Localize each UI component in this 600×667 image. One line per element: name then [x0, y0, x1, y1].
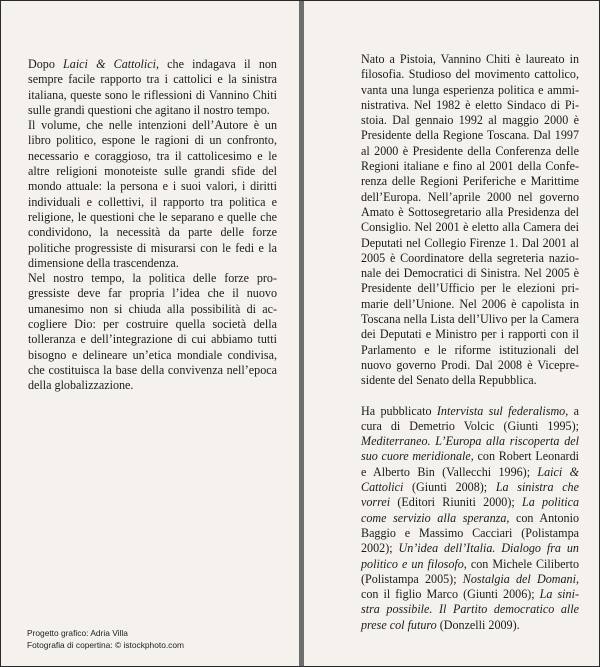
text-run: Dopo [28, 57, 64, 71]
text-run: (Editori Riuniti 2000); [390, 495, 522, 510]
text-run: , con Antonio Baggio e Massimo Cacciari (Polistampa 2002); [361, 510, 579, 556]
italic-title: Laici & Cattolici [63, 57, 156, 71]
italic-title: La sinistra che vorrei [361, 480, 579, 510]
text-run: , con Robert Leonardi e Alberto Bin (Vallecchi 1996); [361, 449, 579, 479]
synopsis-paragraph [28, 271, 277, 393]
design-credit: Progetto grafico: Adria Villa [27, 628, 128, 638]
italic-title: Un’idea dell’Italia. Dialogo fra un politico e un filosofo [361, 541, 579, 571]
author-column [361, 52, 579, 633]
italic-title: Laici & Cattolici [361, 464, 579, 495]
synopsis-paragraph [28, 118, 277, 271]
text-run: (Giunti 2008); [403, 480, 496, 495]
text-run: , con Michele Ciliberto (Polistampa 2005); [361, 556, 579, 586]
italic-title: La politica come servizio alla speranza [361, 495, 579, 525]
cover-photo-credit: Fotografia di copertina: © istockphoto.com [27, 640, 184, 650]
italic-title: Nostalgia del Domani [462, 571, 576, 586]
text-run: (Donzelli 2009). [436, 617, 520, 632]
synopsis-column [28, 57, 277, 394]
author-bio [361, 52, 579, 389]
publications-list [361, 404, 579, 633]
italic-title: Intervista sul federalismo [436, 403, 566, 418]
text-run: Nato a Pistoia, Vannino Chiti è laureato in filosofia. Studioso del movimento cattolico, vanta una lunga esperienza politica e amministrativa. Nel 1982 è eletto Sindaco di Pistoia. Dal gennaio 1992 al maggio 2000 è Presidente della Regione Toscana. Dal 1997 al 2000 è Presidente della Conferenza delle Regioni italiane e fino al 2001 della Conferenza delle Regioni Periferiche e Marittime dell’Europa. Nell’aprile 2000 nel governo Amato è Sottosegretario alla Presidenza del Consiglio. Nel 2001 è eletto alla Camera dei Deputati nel Collegio Firenze 1. Dal 2001 al 2005 è Coordinatore della segreteria nazionale dei Democratici di Sinistra. Nel 2005 è Presidente dell’Ufficio per le elezioni primarie dell’Unione. Nel 2006 è capolista in Toscana nella Lista dell’Ulivo per la Camera dei Deputati e Ministro per i rapporti con il Parlamento e le riforme istituzionali del nuovo governo Prodi. Dal 2008 è Vicepresidente del Senato della Repubblica. [361, 52, 579, 388]
text-run: , con il figlio Marco (Giunti 2006); [361, 571, 579, 602]
text-run: Nel nostro tempo, la politica delle forze progressiste deve far propria l’idea che il nuovo umanesimo non si chiuda alla possibilità di accogliere Dio: per costruire quella società della tolleranza e dell’integrazione di cui abbiamo tutti bisogno e delineare un’etica mondiale condivisa, che costituisca la base della convivenza nell’epoca della globalizzazione. [28, 271, 277, 393]
credits [27, 627, 184, 651]
italic-title: La sinistra possibile. Il Partito democratico alle prese col futuro [361, 587, 579, 632]
right-flap [304, 1, 599, 666]
text-run: Ha pubblicato [361, 403, 437, 418]
left-flap [1, 1, 299, 666]
text-run: Il volume, che nelle intenzioni dell’Autore è un libro politico, espone le ragioni di un confronto, necessario e coraggioso, tra il cattolicesimo e le altre religioni monoteiste sulle grandi sfide del mondo attuale: la persona e i suoi valori, i diritti individuali e collettivi, il rapporto tra politica e religione, le questioni che le separano e quelle che condividono, la necessità da parte delle forze politiche progressiste di misurarsi con le fedi e la dimensione della trascendenza. [28, 118, 277, 270]
italic-title: Mediterraneo. L’Europa alla riscoperta del suo cuore meridionale [361, 434, 579, 464]
text-run: , a cura di Demetrio Volcic (Giunti 1995); [361, 403, 579, 433]
synopsis-paragraph [28, 57, 277, 118]
text-run: , che indagava il non sempre facile rapporto tra i cattolici e la sinistra italiana, queste sono le riflessioni di Vannino Chiti sulle grandi questioni che agitano il nostro tempo. [28, 57, 277, 117]
